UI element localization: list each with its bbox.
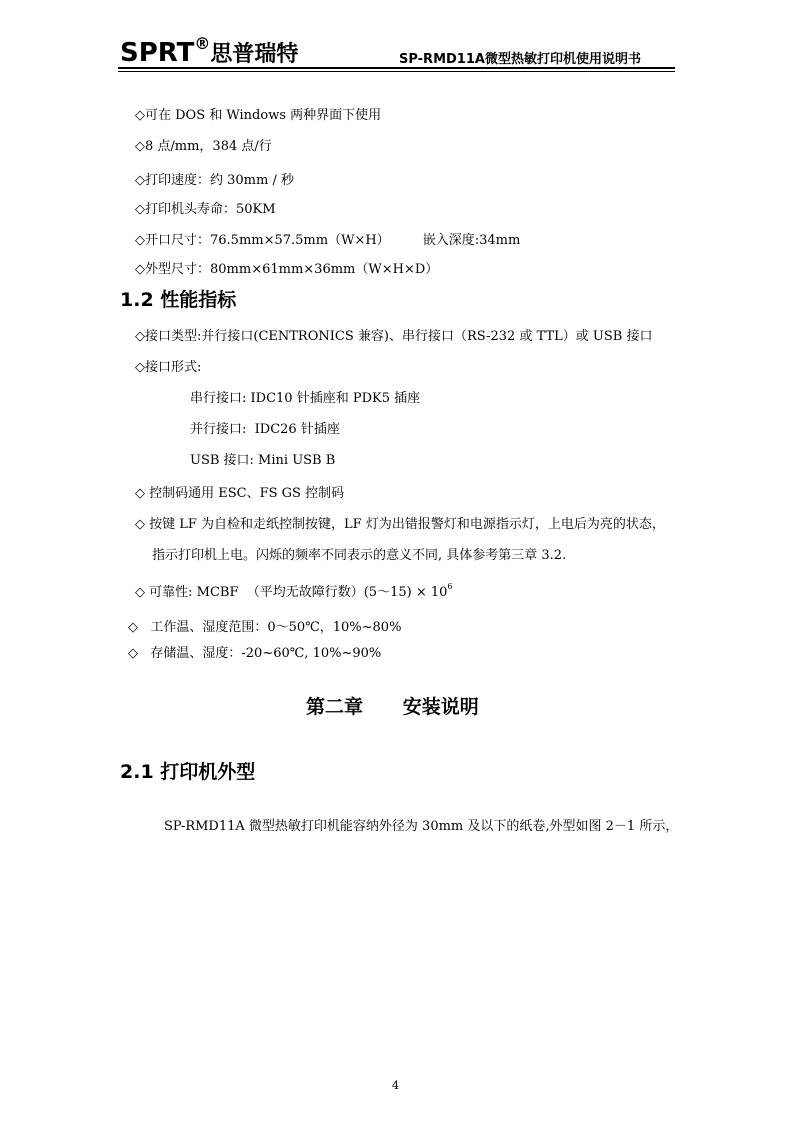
feature-item: ◇外型尺寸：80mm×61mm×36mm（W×H×D） (135, 262, 439, 277)
feature-item: ◇打印机头寿命：50KM (135, 202, 276, 217)
brand-name-cn: 思普瑞特 (210, 42, 299, 67)
feature-item: ◇开口尺寸：76.5mm×57.5mm（W×H） 嵌入深度:34mm (135, 233, 521, 248)
feature-item: ◇8 点/mm，384 点/行 (135, 139, 272, 154)
header-rule-thick (118, 67, 675, 69)
feature-item: ◇可在 DOS 和 Windows 两种界面下使用 (135, 108, 382, 123)
parallel-interface: 并行接口: IDC26 针插座 (190, 422, 340, 437)
interface-form: ◇接口形式: (135, 360, 202, 375)
section-body: SP-RMD11A 微型热敏打印机能容纳外径为 30mm 及以下的纸卷,外型如图 2－1 所示， (164, 819, 679, 834)
header-rule-thin (118, 71, 675, 72)
chapter-title: 第二章 安装说明 (306, 696, 479, 718)
brand-name-en: SPRT (120, 38, 195, 68)
reliability-text: ◇ 可靠性: MCBF （平均无故障行数）(5～15) × 10 (135, 585, 448, 600)
button-description-line2: 指示打印机上电。闪烁的频率不同表示的意义不同, 具体参考第三章 3.2. (152, 548, 567, 563)
brand-logo (120, 34, 298, 68)
button-description-line1: ◇ 按键 LF 为自检和走纸控制按键，LF 灯为出错报警灯和电源指示灯，上电后为亮的状态， (135, 517, 665, 532)
registered-mark: ® (194, 34, 211, 53)
interface-type: ◇接口类型:并行接口(CENTRONICS 兼容)、串行接口（RS-232 或 TTL）或 USB 接口 (135, 329, 653, 344)
page-number: 4 (392, 1079, 399, 1092)
work-environment: ◇ 工作温、湿度范围：0～50℃，10%~80% (128, 620, 402, 635)
reliability-exponent: 6 (447, 582, 453, 591)
section-heading-2-1: 2.1 打印机外型 (120, 761, 256, 783)
feature-item: ◇打印速度：约 30mm / 秒 (135, 173, 294, 188)
reliability (135, 581, 453, 600)
section-heading-1-2: 1.2 性能指标 (120, 289, 237, 311)
control-code: ◇ 控制码通用 ESC、FS GS 控制码 (135, 486, 345, 501)
document-title: SP-RMD11A微型热敏打印机使用说明书 (399, 52, 641, 67)
storage-environment: ◇ 存储温、湿度：-20~60℃, 10%~90% (128, 646, 382, 661)
serial-interface: 串行接口: IDC10 针插座和 PDK5 插座 (190, 391, 421, 406)
usb-interface: USB 接口: Mini USB B (190, 453, 336, 468)
